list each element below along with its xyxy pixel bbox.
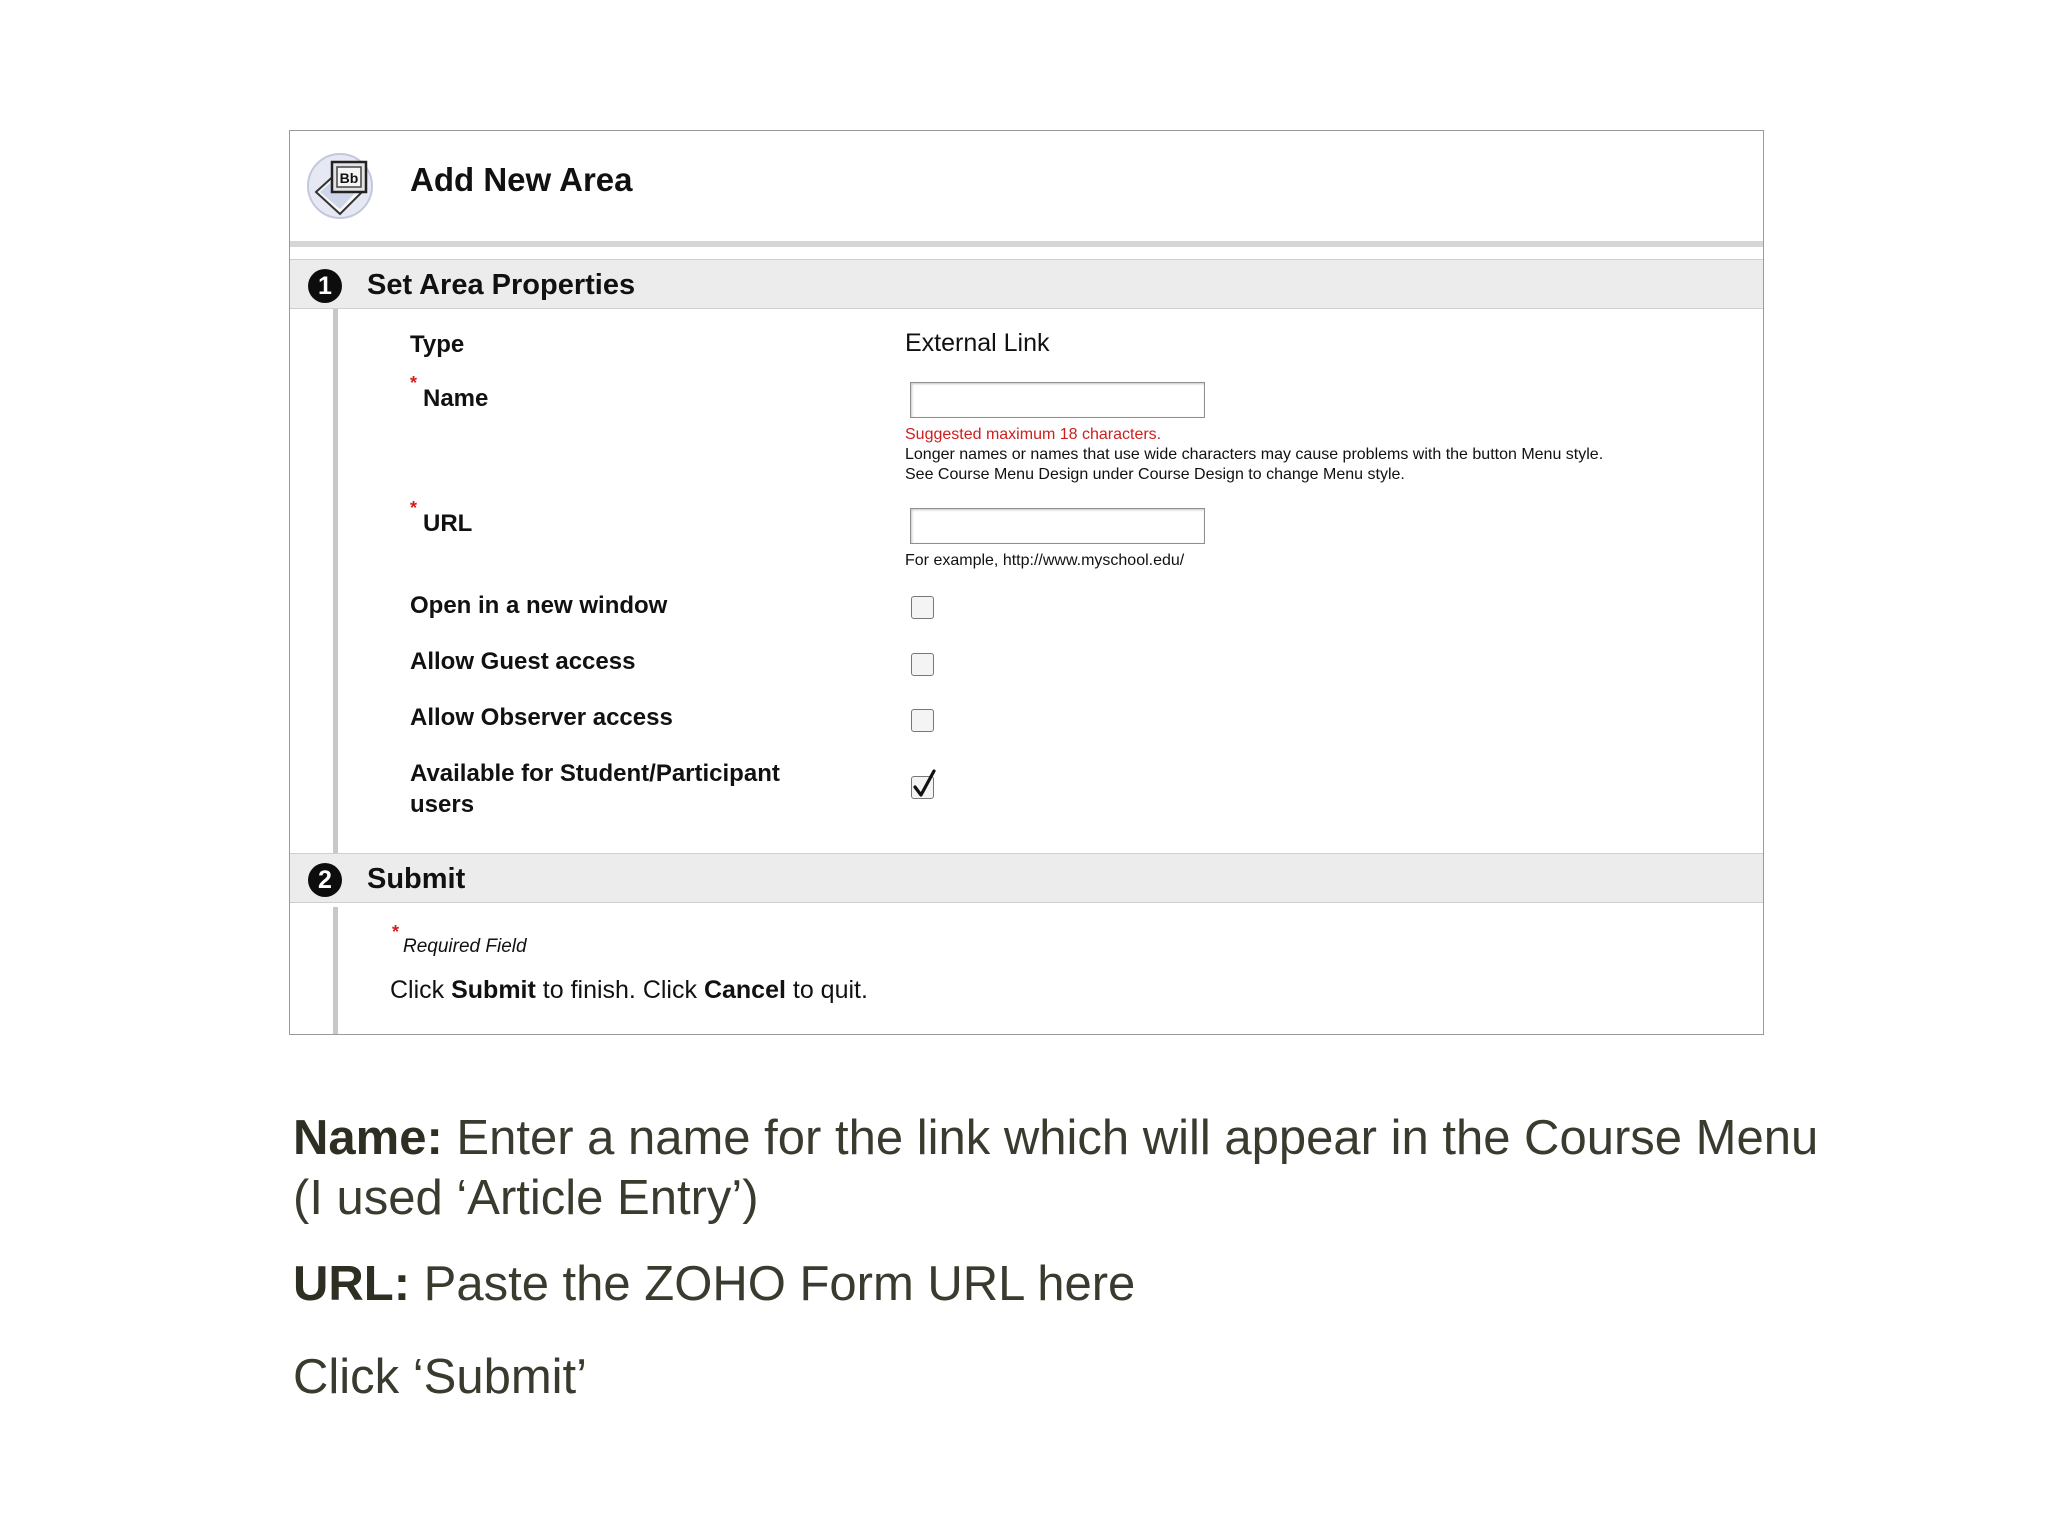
caption-name-line2: (I used ‘Article Entry’) [293,1171,759,1225]
name-hint-warning: Suggested maximum 18 characters. [905,426,1162,443]
caption-name-text: Enter a name for the link which will appear in the Course Menu [442,1111,1819,1165]
checkmark-icon [911,768,939,800]
submit-instr-cancel-word: Cancel [703,976,786,1004]
step1-connector-line [333,309,338,861]
name-hint-line3: See Course Menu Design under Course Design to change Menu style. [905,466,1405,483]
caption-submit-instruction: Click ‘Submit’ [293,1350,588,1404]
caption-url-label: URL: [293,1257,411,1311]
available-students-label [410,758,780,820]
type-label: Type [410,331,465,358]
add-new-area-screenshot [289,130,1764,1035]
url-input[interactable] [910,508,1205,544]
available-students-label-line2: users [410,791,475,818]
required-field-marker: * [392,922,400,942]
required-field-note: Required Field [403,936,527,957]
open-new-window-checkbox[interactable] [911,596,934,619]
name-label: Name [423,385,489,412]
step2-connector-line [333,907,338,1035]
url-hint: For example, http://www.myschool.edu/ [905,552,1185,569]
allow-guest-checkbox[interactable] [911,653,934,676]
name-required-marker: * [410,373,418,393]
submit-instr-prefix: Click [390,976,452,1004]
step1-number-badge: 1 [308,269,342,303]
allow-observer-checkbox[interactable] [911,709,934,732]
step1-header [290,259,1763,309]
page-header [290,131,1763,243]
caption-name-instruction [293,1108,1853,1228]
step2-title: Submit [367,863,466,895]
submit-instructions [390,976,868,1005]
submit-instr-middle: to finish. Click [535,976,704,1004]
submit-instr-submit-word: Submit [451,976,536,1004]
caption-url-instruction [293,1254,1853,1314]
allow-observer-label: Allow Observer access [410,704,673,731]
caption-url-text: Paste the ZOHO Form URL here [410,1257,1136,1311]
url-required-marker: * [410,498,418,518]
step1-title: Set Area Properties [367,269,636,301]
page-title: Add New Area [410,161,633,198]
step2-number-badge: 2 [308,863,342,897]
step2-header [290,853,1763,903]
name-hint-line2: Longer names or names that use wide characters may cause problems with the button Menu style. [905,446,1604,463]
header-divider [290,241,1763,247]
svg-text:Bb: Bb [339,170,359,186]
allow-guest-label: Allow Guest access [410,648,636,675]
available-students-label-line1: Available for Student/Participant [410,760,780,787]
submit-instr-suffix: to quit. [785,976,868,1004]
course-tool-icon [306,148,380,222]
caption-name-label: Name: [293,1111,443,1165]
url-label: URL [423,510,473,537]
type-value: External Link [905,329,1050,357]
available-students-checkbox[interactable] [911,776,934,799]
name-input[interactable] [910,382,1205,418]
open-new-window-label: Open in a new window [410,592,668,619]
caption-name-line1 [293,1108,1853,1168]
